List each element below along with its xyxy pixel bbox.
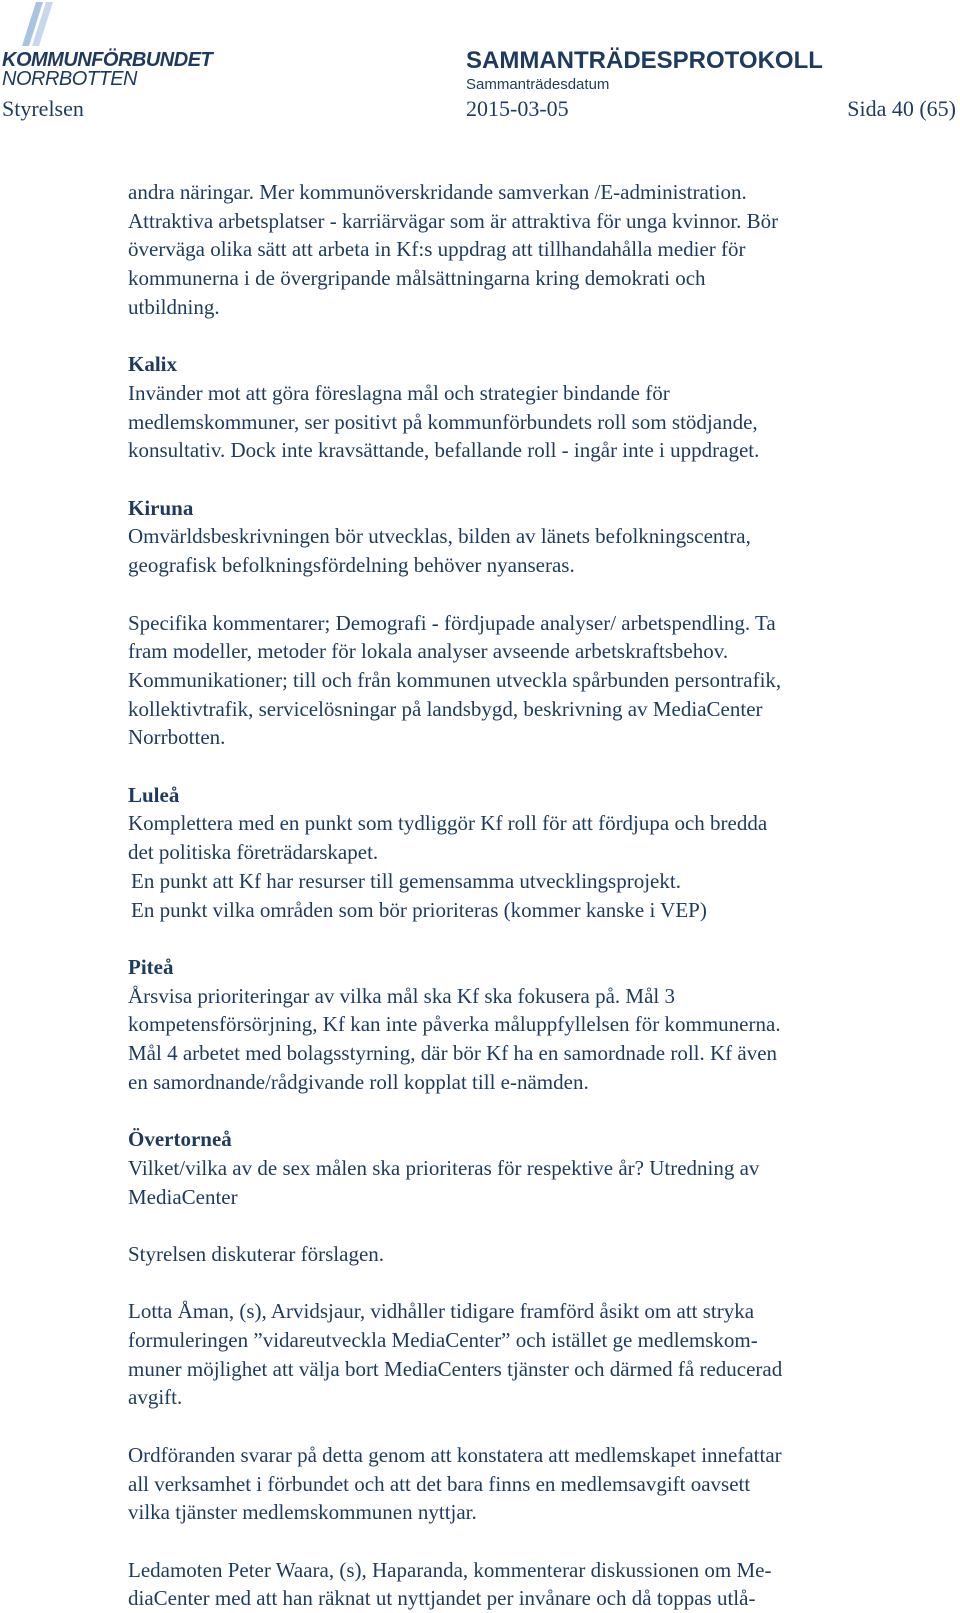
lulea-section [128,781,918,925]
text-line: Kommunikationer; till och från kommunen utveckla spårbunden persontrafik, [128,667,782,692]
text-line: En punkt vilka områden som bör prioriteras (kommer kanske i VEP) [131,897,707,922]
document-title: SAMMANTRÄDESPROTOKOLL [466,47,823,74]
text-line: fram modeller, metoder för lokala analyser avseende arbetskraftsbehov. [128,639,729,664]
text-line: geografisk befolkningsfördelning behöver nyanseras. [128,553,575,578]
text-line: all verksamhet i förbundet och att det bara finns en medlemsavgift oavsett [128,1471,751,1496]
text-line: utbildning. [128,294,220,319]
aman-paragraph [128,1297,918,1412]
text-line: kommunerna i de övergripande målsättningarna kring demokrati och [128,266,706,291]
logo-stripes-icon [12,0,58,48]
chair-paragraph [128,1441,918,1527]
waara-paragraph [128,1556,918,1613]
text-line: formuleringen ”vidareutveckla MediaCenter” och istället ge medlemskom- [128,1328,758,1352]
meeting-date-label: Sammanträdesdatum [466,76,610,93]
section-heading-overtornea: Övertorneå [128,1127,232,1152]
text-line: Mål 4 arbetet med bolagsstyrning, där bör Kf ha en samordnade roll. Kf även [128,1041,778,1066]
text-line: Specifika kommentarer; Demografi - fördjupade analyser/ arbetspendling. Ta [128,610,776,635]
text-line: Ledamoten Peter Waara, (s), Haparanda, kommenterar diskussionen om Me- [128,1557,772,1582]
section-heading-lulea: Luleå [128,782,180,807]
section-heading-kiruna: Kiruna [128,495,194,520]
kommunforbundet-logo [0,0,215,95]
logo-text-line2: NORRBOTTEN [2,68,137,90]
text-line: kompetensförsörjning, Kf kan inte påverka måluppfyllelsen för kommunerna. [128,1012,781,1037]
text-line: andra näringar. Mer kommunöverskridande samverkan /E-administration. [128,180,747,204]
section-heading-pitea: Piteå [128,954,174,979]
text-line: det politiska företrädarskapet. [128,840,379,865]
text-line: En punkt att Kf har resurser till gemensamma utvecklingsprojekt. [131,868,681,893]
text-line: Lotta Åman, (s), Arvidsjaur, vidhåller tidigare framförd åsikt om att stryka [128,1299,755,1324]
text-line: MediaCenter [128,1184,238,1209]
pitea-section [128,953,918,1097]
kalix-section [128,350,918,465]
text-line: Vilket/vilka av de sex målen ska prioriteras för respektive år? Utredning av [128,1155,760,1180]
overtornea-section [128,1125,918,1211]
discussion-paragraph: Styrelsen diskuterar förslagen. [128,1241,385,1266]
intro-paragraph [128,178,918,322]
logo-text-line1: KOMMUNFÖRBUNDET [2,49,213,71]
section-heading-kalix: Kalix [128,352,178,377]
text-line: vilka tjänster medlemskommunen nyttjar. [128,1500,477,1525]
text-line: muner möjlighet att välja bort MediaCenters tjänster och därmed få reducerad [128,1356,783,1381]
kiruna-section [128,494,918,752]
text-line: medlemskommuner, ser positivt på kommunförbundets roll som stödjande, [128,409,758,434]
text-line: Invänder mot att göra föreslagna mål och strategier bindande för [128,380,670,405]
text-line: avgift. [128,1385,183,1410]
text-line: Komplettera med en punkt som tydliggör Kf roll för att fördjupa och bredda [128,811,768,836]
text-line: kollektivtrafik, servicelösningar på landsbygd, beskrivning av MediaCenter [128,696,763,721]
text-line: Norrbotten. [128,725,226,750]
text-line: Årsvisa prioriteringar av vilka mål ska Kf ska fokusera på. Mål 3 [128,983,676,1008]
organ-name: Styrelsen [2,96,84,121]
meeting-date: 2015-03-05 [466,96,569,121]
text-line: konsultativ. Dock inte kravsättande, befallande roll - ingår inte i uppdraget. [128,438,760,463]
text-line: överväga olika sätt att arbeta in Kf:s uppdrag att tillhandahålla medier för [128,237,746,262]
text-line: diaCenter med att han räknat ut nyttjandet per invånare och då toppas utlå- [128,1586,756,1611]
text-line: Attraktiva arbetsplatser - karriärvägar som är attraktiva för unga kvinnor. Bör [128,208,779,233]
text-line: Omvärldsbeskrivningen bör utvecklas, bilden av länets befolkningscentra, [128,524,751,549]
text-line: en samordnande/rådgivande roll kopplat till e-nämden. [128,1069,589,1094]
text-line: Ordföranden svarar på detta genom att konstatera att medlemskapet innefattar [128,1442,782,1467]
page-number: Sida 40 (65) [847,96,956,121]
protocol-body [128,178,918,1613]
